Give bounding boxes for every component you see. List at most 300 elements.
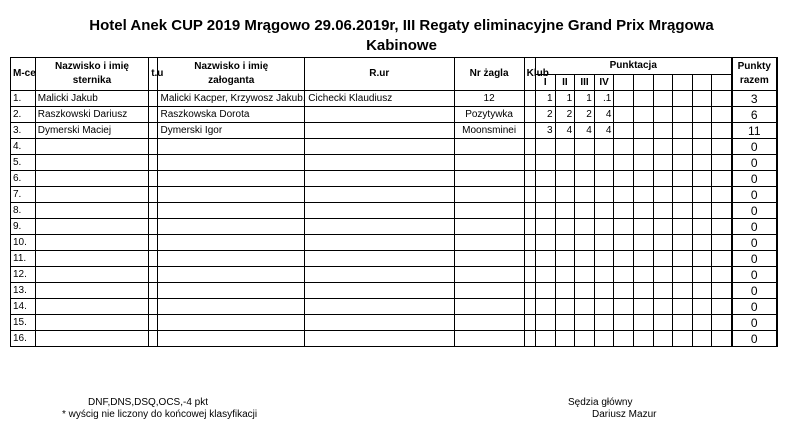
cell-club [524,251,535,267]
cell-helm [35,267,148,283]
cell-race-empty [633,219,653,235]
cell-place: 10. [11,235,36,251]
cell-race-4 [594,267,614,283]
cell-race-empty [633,283,653,299]
results-body [11,91,778,347]
cell-total: 0 [732,235,777,251]
cell-race-3 [575,235,595,251]
page-title: Hotel Anek CUP 2019 Mrągowo 29.06.2019r, III Regaty eliminacyjne Grand Prix Mrągowa [89,17,714,34]
table-row [11,299,778,315]
header-race-1: I [536,75,556,91]
cell-race-empty [673,171,693,187]
cell-club [524,219,535,235]
cell-race-empty [692,219,712,235]
header-helm-line2: sternika [72,75,112,86]
cell-t [149,123,158,139]
cell-race-empty [712,203,732,219]
cell-race-3 [575,331,595,347]
cell-race-empty [673,219,693,235]
cell-race-empty [653,299,673,315]
header-total-line1: Punkty [737,61,771,72]
cell-race-2 [555,283,575,299]
cell-race-4 [594,331,614,347]
cell-race-3: 2 [575,107,595,123]
cell-race-empty [633,203,653,219]
cell-race-2 [555,219,575,235]
cell-rur [304,283,454,299]
cell-race-2 [555,171,575,187]
cell-race-empty [712,235,732,251]
header-race-2: II [555,75,575,91]
cell-race-empty [692,283,712,299]
footer-note-discard: * wyścig nie liczony do końcowej klasyfikacji [62,409,258,420]
table-row [11,283,778,299]
cell-race-2 [555,139,575,155]
cell-race-4 [594,283,614,299]
cell-race-empty [673,187,693,203]
cell-place: 11. [11,251,36,267]
cell-helm [35,155,148,171]
cell-race-1 [536,139,556,155]
table-row [11,171,778,187]
cell-rur [304,315,454,331]
cell-race-empty [614,299,634,315]
header-sail: Nr żagla [454,58,524,91]
cell-rur [304,235,454,251]
cell-race-3: 1 [575,91,595,107]
header-race-empty [692,75,712,91]
cell-t [149,187,158,203]
cell-race-1 [536,315,556,331]
cell-helm [35,219,148,235]
cell-total: 0 [732,203,777,219]
cell-race-4 [594,203,614,219]
cell-race-2: 1 [555,91,575,107]
cell-total: 0 [732,171,777,187]
cell-race-empty [653,267,673,283]
cell-race-empty [653,235,673,251]
cell-club [524,139,535,155]
cell-helm [35,235,148,251]
cell-race-empty [653,123,673,139]
header-race-empty [673,75,693,91]
cell-crew [158,139,304,155]
cell-club [524,91,535,107]
cell-race-1 [536,219,556,235]
table-row [11,107,778,123]
header-place: M-ce [11,58,36,91]
cell-race-empty [653,171,673,187]
cell-t [149,315,158,331]
cell-total: 0 [732,155,777,171]
cell-race-4 [594,315,614,331]
cell-race-empty [614,139,634,155]
cell-sail [454,299,524,315]
cell-race-empty [653,251,673,267]
cell-club [524,235,535,251]
cell-race-3 [575,203,595,219]
table-row [11,267,778,283]
cell-place: 3. [11,123,36,139]
cell-race-3 [575,283,595,299]
cell-rur [304,139,454,155]
header-helm-line1: Nazwisko i imię [55,61,129,72]
cell-crew: Dymerski Igor [158,123,304,139]
cell-t [149,219,158,235]
cell-race-4: 4 [594,123,614,139]
cell-club [524,267,535,283]
header-crew [158,58,304,91]
cell-race-empty [653,155,673,171]
cell-race-4 [594,251,614,267]
footer-judge-name: Dariusz Mazur [592,409,657,420]
cell-race-empty [633,123,653,139]
cell-t [149,283,158,299]
cell-race-3: 4 [575,123,595,139]
cell-race-empty [633,267,653,283]
cell-race-empty [633,187,653,203]
results-table [10,57,778,347]
cell-crew [158,267,304,283]
header-total-line2: razem [739,75,769,86]
cell-race-empty [712,219,732,235]
cell-race-3 [575,187,595,203]
cell-crew [158,219,304,235]
cell-race-1 [536,203,556,219]
cell-place: 6. [11,171,36,187]
cell-t [149,155,158,171]
cell-sail [454,331,524,347]
cell-race-1 [536,187,556,203]
cell-race-empty [712,299,732,315]
cell-race-empty [673,315,693,331]
cell-crew: Malicki Kacper, Krzywosz Jakub, Cichecki Klaudiusz [158,91,304,107]
cell-race-4 [594,155,614,171]
cell-place: 8. [11,203,36,219]
cell-race-empty [653,203,673,219]
cell-race-3 [575,299,595,315]
cell-helm [35,203,148,219]
table-row [11,235,778,251]
cell-race-empty [633,91,653,107]
cell-place: 14. [11,299,36,315]
cell-helm: Malicki Jakub [35,91,148,107]
header-race-empty [614,75,634,91]
cell-sail [454,187,524,203]
cell-race-empty [692,267,712,283]
cell-race-empty [692,107,712,123]
cell-race-empty [614,91,634,107]
cell-rur [304,331,454,347]
cell-t [149,107,158,123]
cell-race-empty [673,251,693,267]
cell-crew [158,187,304,203]
cell-race-empty [692,235,712,251]
cell-total: 6 [732,107,777,123]
cell-club [524,315,535,331]
cell-race-empty [692,331,712,347]
cell-race-empty [692,123,712,139]
header-rur: R.ur [304,58,454,91]
table-row [11,315,778,331]
cell-race-3 [575,171,595,187]
cell-t [149,203,158,219]
header-crew-line2: załoganta [208,75,255,86]
cell-race-empty [692,251,712,267]
header-race-empty [712,75,732,91]
header-race-4: IV [594,75,614,91]
cell-race-empty [653,283,673,299]
cell-total: 0 [732,267,777,283]
cell-race-4 [594,187,614,203]
cell-race-empty [633,107,653,123]
cell-helm [35,139,148,155]
cell-club [524,203,535,219]
cell-sail [454,235,524,251]
cell-club [524,299,535,315]
cell-race-empty [614,283,634,299]
table-row [11,91,778,107]
cell-total: 0 [732,187,777,203]
cell-race-empty [673,283,693,299]
cell-race-empty [653,187,673,203]
cell-race-4: 4 [594,107,614,123]
cell-race-empty [633,155,653,171]
cell-rur [304,299,454,315]
cell-total: 11 [732,123,777,139]
cell-race-empty [673,331,693,347]
cell-sail: Moonsminei [454,123,524,139]
cell-race-empty [653,331,673,347]
header-race-empty [653,75,673,91]
cell-t [149,299,158,315]
cell-race-2 [555,331,575,347]
header-total [732,58,777,91]
cell-helm: Dymerski Maciej [35,123,148,139]
cell-race-2 [555,203,575,219]
cell-race-empty [614,251,634,267]
cell-race-empty [712,123,732,139]
cell-total: 0 [732,219,777,235]
cell-race-1: 1 [536,91,556,107]
cell-race-empty [614,235,634,251]
header-helm [35,58,148,91]
cell-race-empty [692,91,712,107]
cell-crew [158,203,304,219]
cell-race-2 [555,187,575,203]
cell-race-empty [692,203,712,219]
cell-sail [454,283,524,299]
cell-race-empty [633,251,653,267]
cell-race-empty [673,107,693,123]
cell-race-empty [614,331,634,347]
cell-race-3 [575,139,595,155]
cell-place: 7. [11,187,36,203]
cell-race-empty [712,187,732,203]
cell-place: 16. [11,331,36,347]
cell-race-empty [633,171,653,187]
cell-race-empty [692,299,712,315]
cell-race-4 [594,299,614,315]
cell-race-empty [633,299,653,315]
cell-race-1 [536,155,556,171]
cell-race-empty [653,315,673,331]
cell-place: 12. [11,267,36,283]
cell-race-empty [692,139,712,155]
cell-rur [304,187,454,203]
cell-race-empty [673,91,693,107]
cell-total: 0 [732,251,777,267]
cell-race-empty [614,187,634,203]
cell-crew [158,235,304,251]
cell-rur [304,267,454,283]
table-row [11,219,778,235]
cell-total: 0 [732,315,777,331]
cell-race-empty [712,267,732,283]
cell-rur [304,107,454,123]
cell-race-empty [673,235,693,251]
cell-crew [158,283,304,299]
cell-race-empty [712,155,732,171]
cell-crew [158,155,304,171]
cell-race-empty [614,267,634,283]
cell-helm [35,251,148,267]
header-points-group: Punktacja [536,58,732,75]
cell-race-empty [633,331,653,347]
cell-crew: Raszkowska Dorota [158,107,304,123]
table-row [11,139,778,155]
cell-race-empty [614,171,634,187]
cell-race-empty [633,235,653,251]
cell-race-empty [673,155,693,171]
cell-race-empty [653,107,673,123]
header-t: t.u [149,58,158,91]
cell-place: 4. [11,139,36,155]
cell-race-4 [594,219,614,235]
cell-race-empty [712,315,732,331]
cell-place: 13. [11,283,36,299]
cell-race-4 [594,235,614,251]
cell-race-empty [673,123,693,139]
cell-t [149,235,158,251]
cell-rur [304,219,454,235]
cell-race-2 [555,267,575,283]
cell-race-empty [712,107,732,123]
cell-race-empty [712,171,732,187]
cell-race-1 [536,235,556,251]
cell-race-empty [614,219,634,235]
cell-place: 15. [11,315,36,331]
cell-race-empty [614,123,634,139]
cell-race-3 [575,155,595,171]
cell-total: 0 [732,299,777,315]
cell-sail [454,251,524,267]
header-race-empty [633,75,653,91]
cell-sail [454,155,524,171]
cell-race-1 [536,171,556,187]
cell-race-2: 2 [555,107,575,123]
cell-race-empty [653,91,673,107]
cell-crew [158,315,304,331]
cell-race-empty [614,203,634,219]
cell-race-empty [673,203,693,219]
cell-race-2 [555,235,575,251]
cell-place: 2. [11,107,36,123]
cell-race-4: .1 [594,91,614,107]
cell-rur [304,203,454,219]
cell-t [149,91,158,107]
cell-sail [454,139,524,155]
cell-club [524,283,535,299]
cell-helm [35,283,148,299]
cell-race-empty [673,299,693,315]
cell-club [524,331,535,347]
table-row [11,155,778,171]
cell-club [524,123,535,139]
cell-helm [35,187,148,203]
cell-race-empty [712,91,732,107]
cell-race-empty [712,331,732,347]
cell-race-1 [536,283,556,299]
cell-rur [304,123,454,139]
cell-race-empty [614,155,634,171]
cell-race-empty [673,139,693,155]
cell-race-2 [555,251,575,267]
cell-sail: 12 [454,91,524,107]
cell-club [524,107,535,123]
cell-race-1 [536,331,556,347]
table-row [11,203,778,219]
cell-crew [158,331,304,347]
cell-t [149,139,158,155]
cell-race-3 [575,267,595,283]
cell-t [149,331,158,347]
cell-race-empty [614,107,634,123]
cell-race-2 [555,155,575,171]
cell-rur [304,155,454,171]
cell-place: 9. [11,219,36,235]
cell-race-empty [712,139,732,155]
cell-race-2 [555,315,575,331]
header-crew-line1: Nazwisko i imię [194,61,269,72]
cell-crew [158,171,304,187]
cell-race-1 [536,299,556,315]
cell-race-empty [692,171,712,187]
footer-judge-title: Sędzia główny [568,397,633,408]
cell-total: 0 [732,331,777,347]
cell-sail [454,203,524,219]
cell-sail [454,219,524,235]
cell-total: 0 [732,139,777,155]
cell-t [149,251,158,267]
cell-sail [454,315,524,331]
cell-race-2 [555,299,575,315]
cell-race-empty [712,283,732,299]
cell-helm [35,315,148,331]
cell-sail: Pozytywka [454,107,524,123]
page-subtitle: Kabinowe [366,37,437,54]
table-row [11,331,778,347]
cell-club [524,171,535,187]
table-row [11,187,778,203]
cell-helm [35,331,148,347]
footer-note-penalty: DNF,DNS,DSQ,OCS,-4 pkt [88,397,209,408]
header-club: Klub [524,58,535,91]
cell-total: 0 [732,283,777,299]
cell-club [524,155,535,171]
table-row [11,251,778,267]
cell-club [524,187,535,203]
